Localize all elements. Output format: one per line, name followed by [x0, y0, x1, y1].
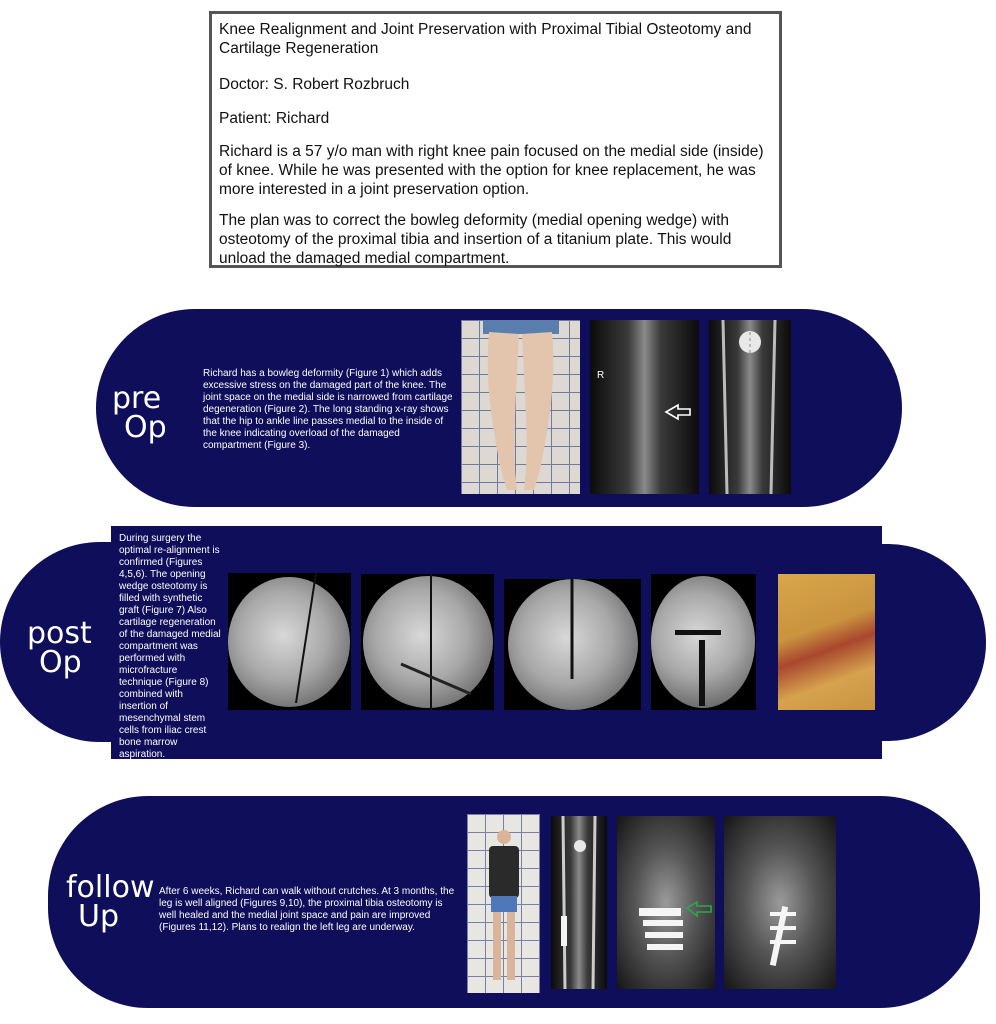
post-op-panel — [111, 526, 882, 759]
case-intro: Richard is a 57 y/o man with right knee pain focused on the medial side (inside) of knee. While he was presented with the option for knee replacement, he was more interested in a joint preservation option. — [219, 143, 764, 198]
figure-11-knee-xray-ap — [617, 816, 715, 989]
patient-name: Patient: Richard — [219, 110, 330, 127]
post-op-description: During surgery the optimal re-alignment is confirmed (Figures 4,5,6). The opening wedge osteotomy is filled with synthetic graft (Figure 7) Also cartilage regeneration of the damaged medial compartment was performed with microfracture technique (Figure 8) combined with insertion of mesenchymal stem cells from iliac crest bone marrow aspiration. — [119, 533, 221, 760]
figure-7-fluoroscopy-plate — [651, 574, 756, 710]
figure-1-standing-legs-photo — [461, 320, 580, 494]
figure-10-long-standing-xray — [551, 816, 607, 989]
figure-8-surgery-photo — [778, 574, 875, 710]
figure-12-knee-xray-lateral — [724, 816, 836, 989]
healed-joint-arrow-icon — [687, 902, 711, 916]
figure-9-standing-photo — [467, 814, 540, 993]
pre-op-label: pre Op — [112, 381, 167, 445]
follow-up-description: After 6 weeks, Richard can walk without crutches. At 3 months, the leg is well aligned (Figures 9,10), the proximal tibia osteotomy is well healed and the medial joint space and pain are improved (Figures 11,12). Plans to realign the left leg are underway. — [159, 886, 455, 933]
figure-5-fluoroscopy-knee — [361, 574, 494, 710]
figure-3-long-standing-xray — [709, 320, 791, 494]
follow-up-label: follow Up — [66, 870, 155, 934]
figure-4-fluoroscopy-hip — [228, 573, 351, 710]
figure-2-knee-xray: R — [590, 320, 699, 494]
pre-op-description: Richard has a bowleg deformity (Figure 1) which adds excessive stress on the damaged part of the knee. The joint space on the medial side is narrowed from cartilage degeneration (Figure 2). The long standing x-ray shows that the hip to ankle line passes medial to the inside of the knee indicating overload of the damaged compartment (Figure 3). — [203, 368, 453, 451]
doctor-name: Doctor: S. Robert Rozbruch — [219, 76, 410, 93]
figure-6-fluoroscopy-ankle — [504, 579, 641, 710]
treatment-plan: The plan was to correct the bowleg deformity (medial opening wedge) with osteotomy of the proximal tibia and insertion of a titanium plate. This would unload the damaged medial compartment. — [219, 212, 732, 267]
case-header-box — [209, 11, 782, 268]
post-op-label: post Op — [27, 616, 92, 680]
case-title: Knee Realignment and Joint Preservation with Proximal Tibial Osteotomy and Cartilage Regeneration — [219, 21, 752, 57]
medial-joint-arrow-icon — [666, 405, 690, 419]
